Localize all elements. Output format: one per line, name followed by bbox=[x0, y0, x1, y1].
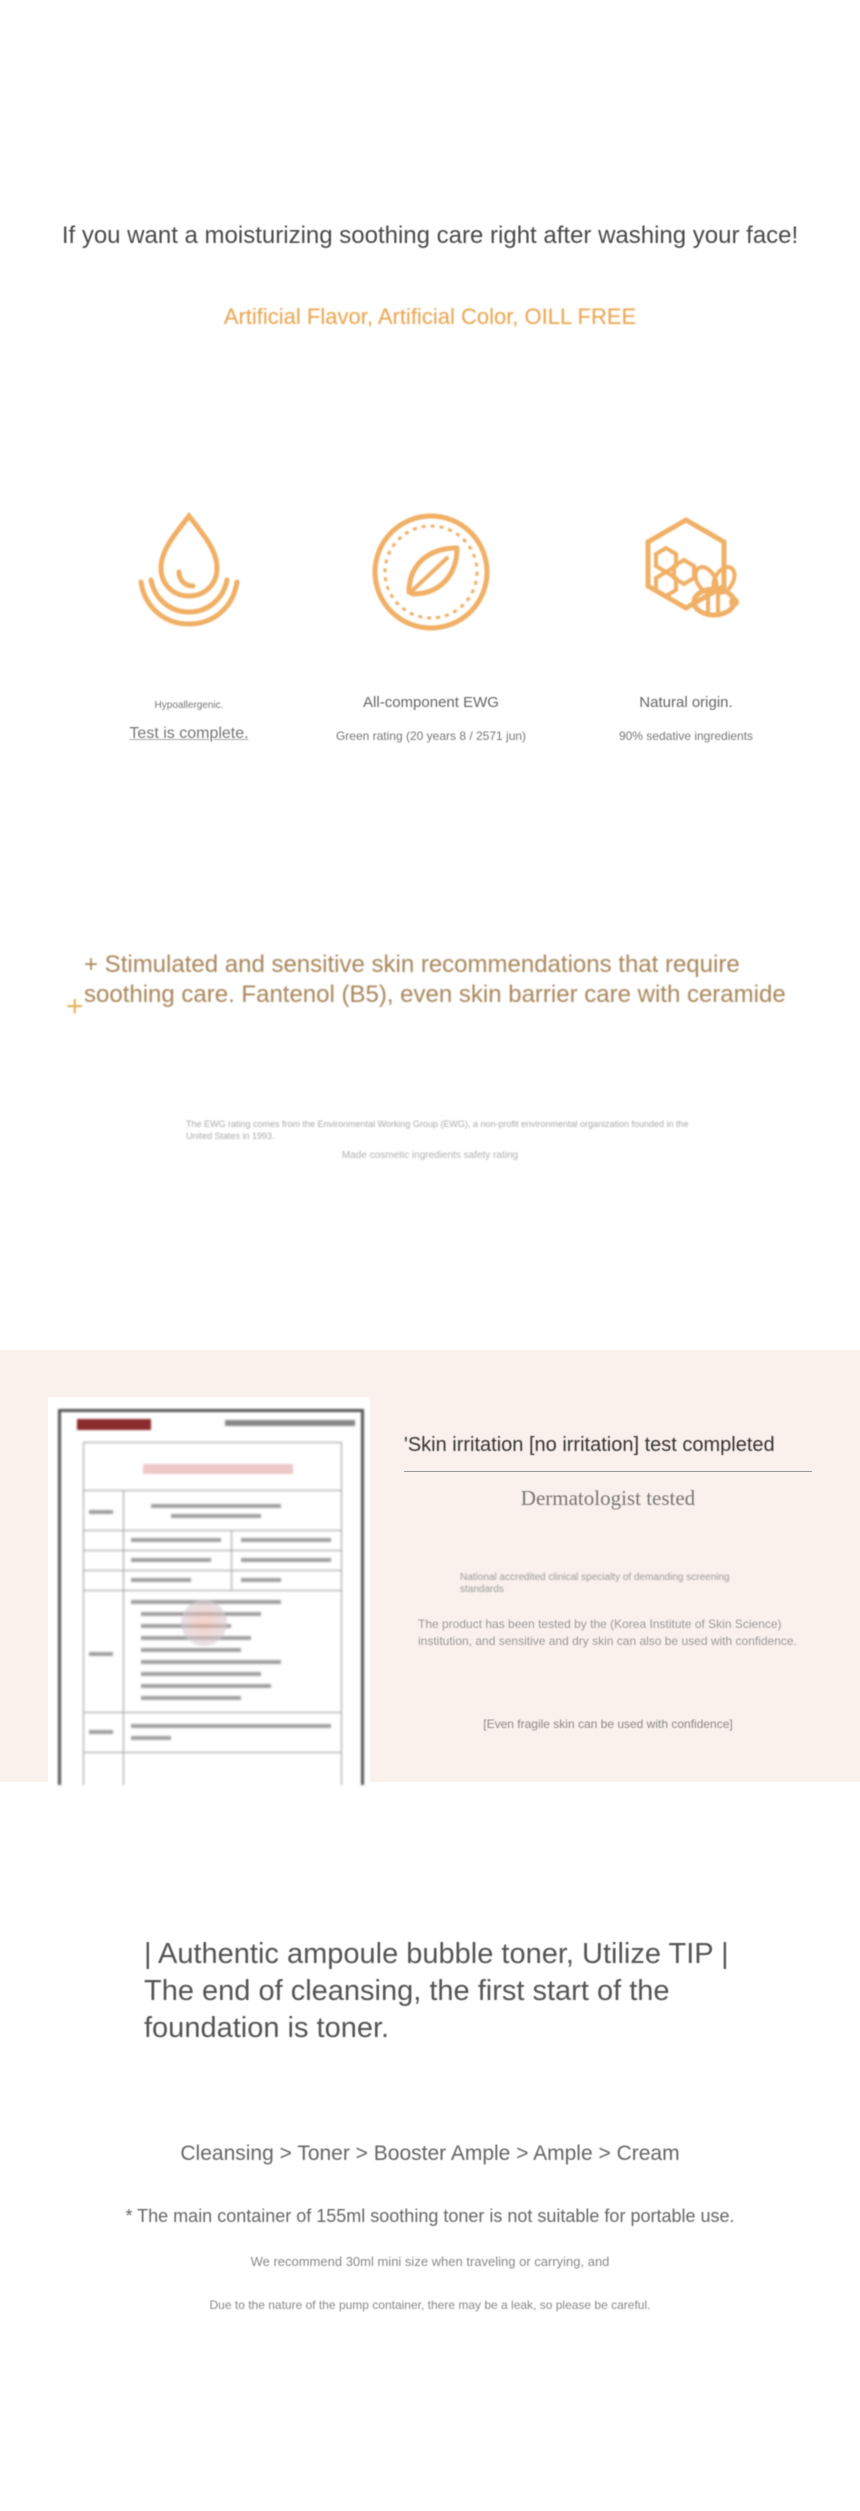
feature-title: All-component EWG bbox=[363, 694, 499, 711]
plus-icon: + bbox=[66, 990, 84, 1023]
ewg-note: The EWG rating comes from the Environmental Working Group (EWG), a non-profit environmental organization founded in the United States in 1993. bbox=[186, 1119, 689, 1141]
authentic-tip-heading: | Authentic ampoule bubble toner, Utilize TIP | The end of cleansing, the first start of the foundation is toner. bbox=[144, 1938, 729, 2044]
feature-subtitle: Green rating (20 years 8 / 2571 jun) bbox=[335, 729, 527, 743]
feature-hypoallergenic bbox=[89, 510, 289, 743]
leaf-badge-icon bbox=[369, 510, 493, 634]
feature-natural-origin bbox=[586, 510, 786, 743]
fragile-skin-note: [Even fragile skin can be used with confidence] bbox=[483, 1717, 733, 1731]
routine-steps: Cleansing > Toner > Booster Ample > Ample > Cream bbox=[180, 2142, 680, 2165]
dermatologist-tested: Dermatologist tested bbox=[520, 1486, 696, 1510]
irritation-test-title: 'Skin irritation [no irritation] test completed bbox=[404, 1434, 775, 1456]
divider bbox=[404, 1471, 812, 1472]
feature-title: Hypoallergenic. bbox=[154, 700, 224, 711]
test-certificate-image bbox=[48, 1397, 370, 1782]
feature-title: Natural origin. bbox=[639, 694, 733, 711]
ewg-label: Made cosmetic ingredients safety rating bbox=[341, 1150, 519, 1161]
headline: If you want a moisturizing soothing care right after washing your face! bbox=[61, 222, 799, 249]
honeycomb-bee-icon bbox=[624, 510, 748, 634]
water-drop-icon bbox=[127, 510, 251, 634]
accredited-note: National accredited clinical specialty of demanding screening standards bbox=[460, 1572, 730, 1595]
feature-subtitle: 90% sedative ingredients bbox=[618, 729, 754, 743]
flavor-line: Artificial Flavor, Artificial Color, OILL FREE bbox=[223, 304, 637, 329]
feature-subtitle: Test is complete. bbox=[129, 725, 249, 742]
main-container-note: * The main container of 155ml soothing toner is not suitable for portable use. bbox=[125, 2206, 735, 2226]
recommendation-text: + Stimulated and sensitive skin recommendations that require soothing care. Fantenol (B5), even skin barrier care with ceramide bbox=[84, 951, 786, 1008]
tested-description: The product has been tested by the (Korea Institute of Skin Science) institution, and sensitive and dry skin can also be used with confidence. bbox=[418, 1617, 797, 1648]
pump-leak-warning: Due to the nature of the pump container, there may be a leak, so please be careful. bbox=[209, 2298, 651, 2312]
feature-ewg bbox=[331, 510, 531, 743]
mini-size-recommendation: We recommend 30ml mini size when traveling or carrying, and bbox=[250, 2254, 610, 2269]
